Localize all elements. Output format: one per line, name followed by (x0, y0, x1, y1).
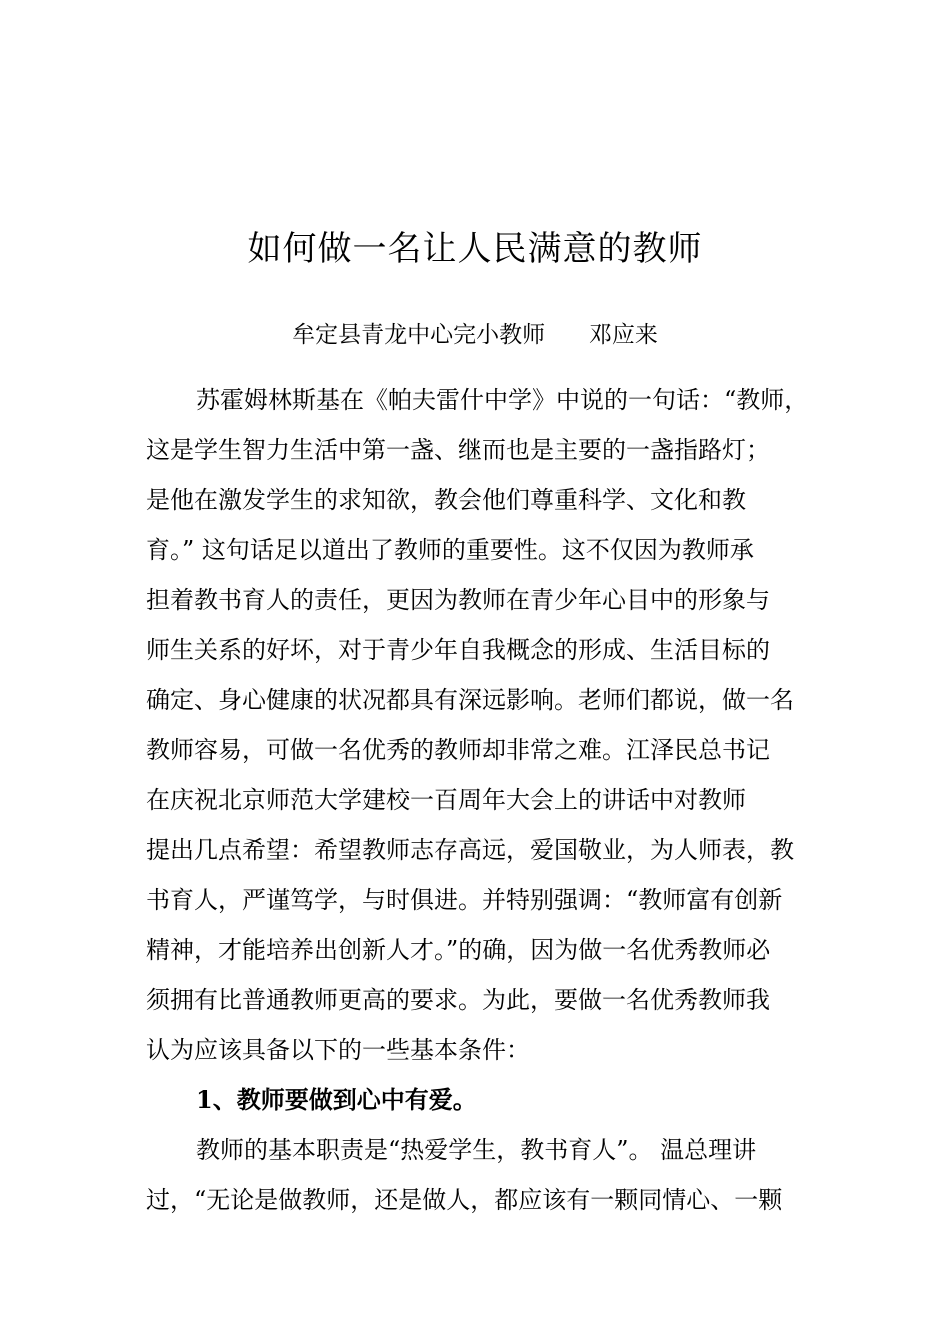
paragraph-line: 育。” 这句话足以道出了教师的重要性。这不仅因为教师承 (146, 536, 754, 564)
document-body (146, 375, 816, 1225)
paragraph-line: 确定、身心健康的状况都具有深远影响。老师们都说，做一名 (146, 686, 794, 714)
paragraph-line: 在庆祝北京师范大学建校一百周年大会上的讲话中对教师 (146, 786, 746, 814)
paragraph-line: 过，“无论是做教师，还是做人，都应该有一颗同情心、一颗 (146, 1186, 783, 1214)
paragraph-line: 苏霍姆林斯基在《帕夫雷什中学》中说的一句话：“教师， (196, 386, 809, 414)
section-heading: 1、教师要做到心中有爱。 (196, 1085, 477, 1114)
paragraph-line: 提出几点希望：希望教师志存高远，爱国敬业，为人师表，教 (146, 836, 794, 864)
paragraph-line: 教师的基本职责是“热爱学生，教书育人”。 温总理讲 (196, 1136, 757, 1164)
paragraph-line: 认为应该具备以下的一些基本条件： (146, 1036, 530, 1064)
paragraph-line: 精神，才能培养出创新人才。”的确，因为做一名优秀教师必 (146, 936, 771, 964)
paragraph-line: 须拥有比普通教师更高的要求。为此，要做一名优秀教师我 (146, 986, 770, 1014)
author-line: 牟定县青龙中心完小教师 邓应来 (292, 322, 658, 348)
document-title: 如何做一名让人民满意的教师 (247, 229, 703, 269)
paragraph-line: 是他在激发学生的求知欲，教会他们尊重科学、文化和教 (146, 486, 746, 514)
paragraph-line: 书育人，严谨笃学，与时俱进。并特别强调：“教师富有创新 (146, 886, 783, 914)
paragraph-line: 师生关系的好坏，对于青少年自我概念的形成、生活目标的 (146, 636, 770, 664)
paragraph-line: 这是学生智力生活中第一盏、继而也是主要的一盏指路灯； (146, 436, 770, 464)
paragraph-line: 教师容易，可做一名优秀的教师却非常之难。江泽民总书记 (146, 736, 770, 764)
paragraph-line: 担着教书育人的责任，更因为教师在青少年心目中的形象与 (146, 586, 770, 614)
